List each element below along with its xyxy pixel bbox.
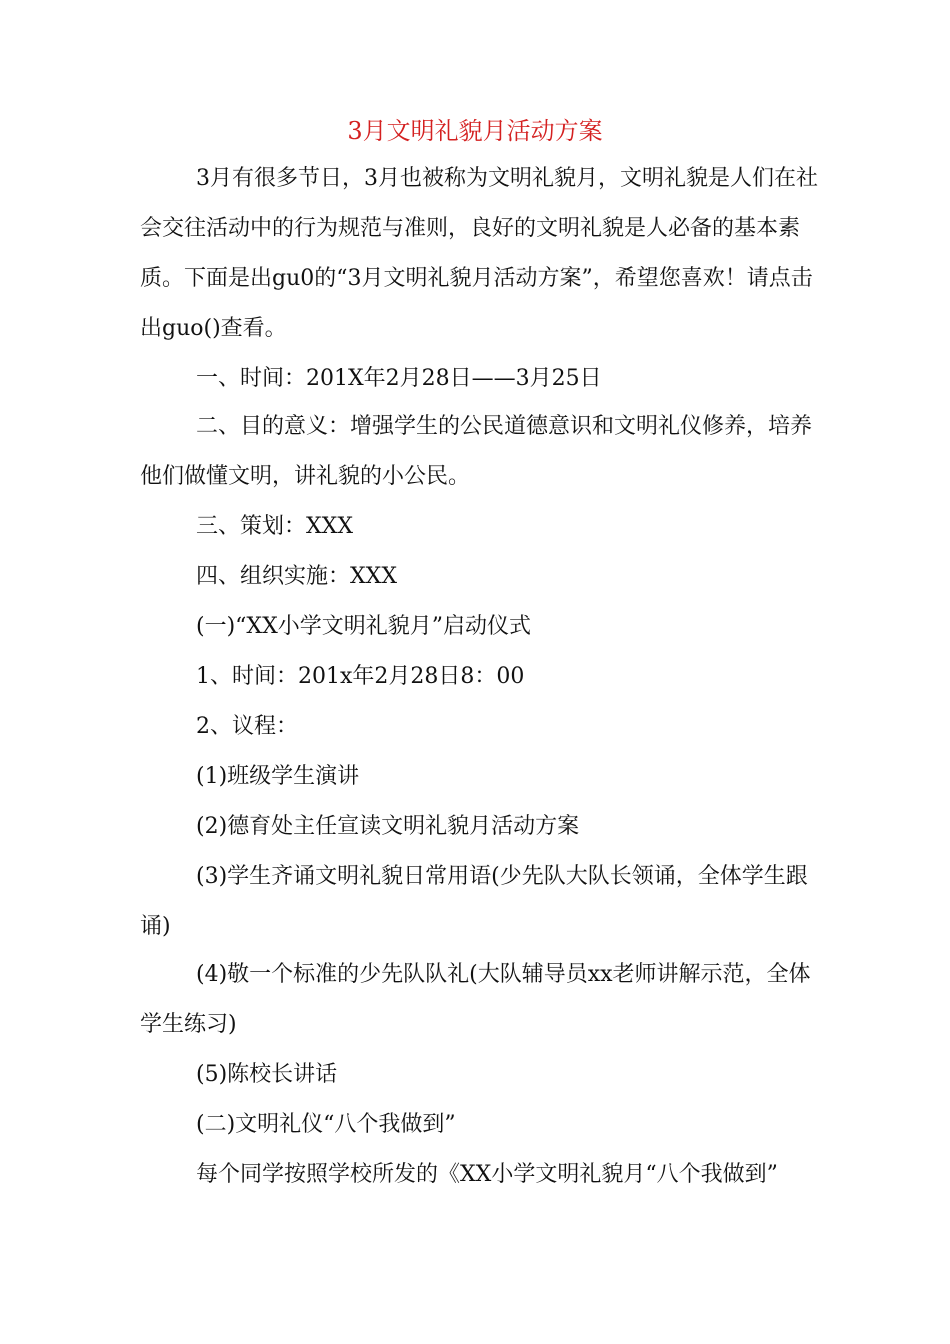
paragraph-ceremony-time: 1、时间：201x年2月28日8：00	[196, 664, 525, 689]
document-title: 3月文明礼貌月活动方案	[347, 117, 603, 145]
paragraph-launch-ceremony: (一)“XX小学文明礼貌月”启动仪式	[196, 614, 531, 639]
paragraph-eight-things-detail: 每个同学按照学校所发的《XX小学文明礼貌月“八个我做到”	[196, 1162, 778, 1187]
paragraph-organization: 四、组织实施：XXX	[196, 564, 397, 589]
agenda-item-1: (1)班级学生演讲	[196, 764, 360, 789]
agenda-item-5: (5)陈校长讲话	[196, 1062, 338, 1087]
paragraph-eight-things: (二)文明礼仪“八个我做到”	[196, 1112, 456, 1137]
agenda-item-3: (3)学生齐诵文明礼貌日常用语(少先队大队长领诵，全体学生跟诵)	[140, 864, 808, 939]
intro-paragraph: 3月有很多节日，3月也被称为文明礼貌月，文明礼貌是人们在社会交往活动中的行为规范与准则，良好的文明礼貌是人必备的基本素质。下面是出gu0的“3月文明礼貌月活动方案”，希望您喜欢！请点击出guo()查看。	[140, 166, 818, 341]
paragraph-planning: 三、策划：XXX	[196, 514, 353, 539]
paragraph-agenda: 2、议程：	[196, 714, 298, 739]
agenda-item-4: (4)敬一个标准的少先队队礼(大队辅导员xx老师讲解示范，全体学生练习)	[140, 962, 811, 1037]
agenda-item-2: (2)德育处主任宣读文明礼貌月活动方案	[196, 814, 580, 839]
paragraph-purpose: 二、目的意义：增强学生的公民道德意识和文明礼仪修养，培养他们做懂文明，讲礼貌的小公民。	[140, 414, 813, 489]
paragraph-time: 一、时间：201X年2月28日——3月25日	[196, 366, 602, 391]
